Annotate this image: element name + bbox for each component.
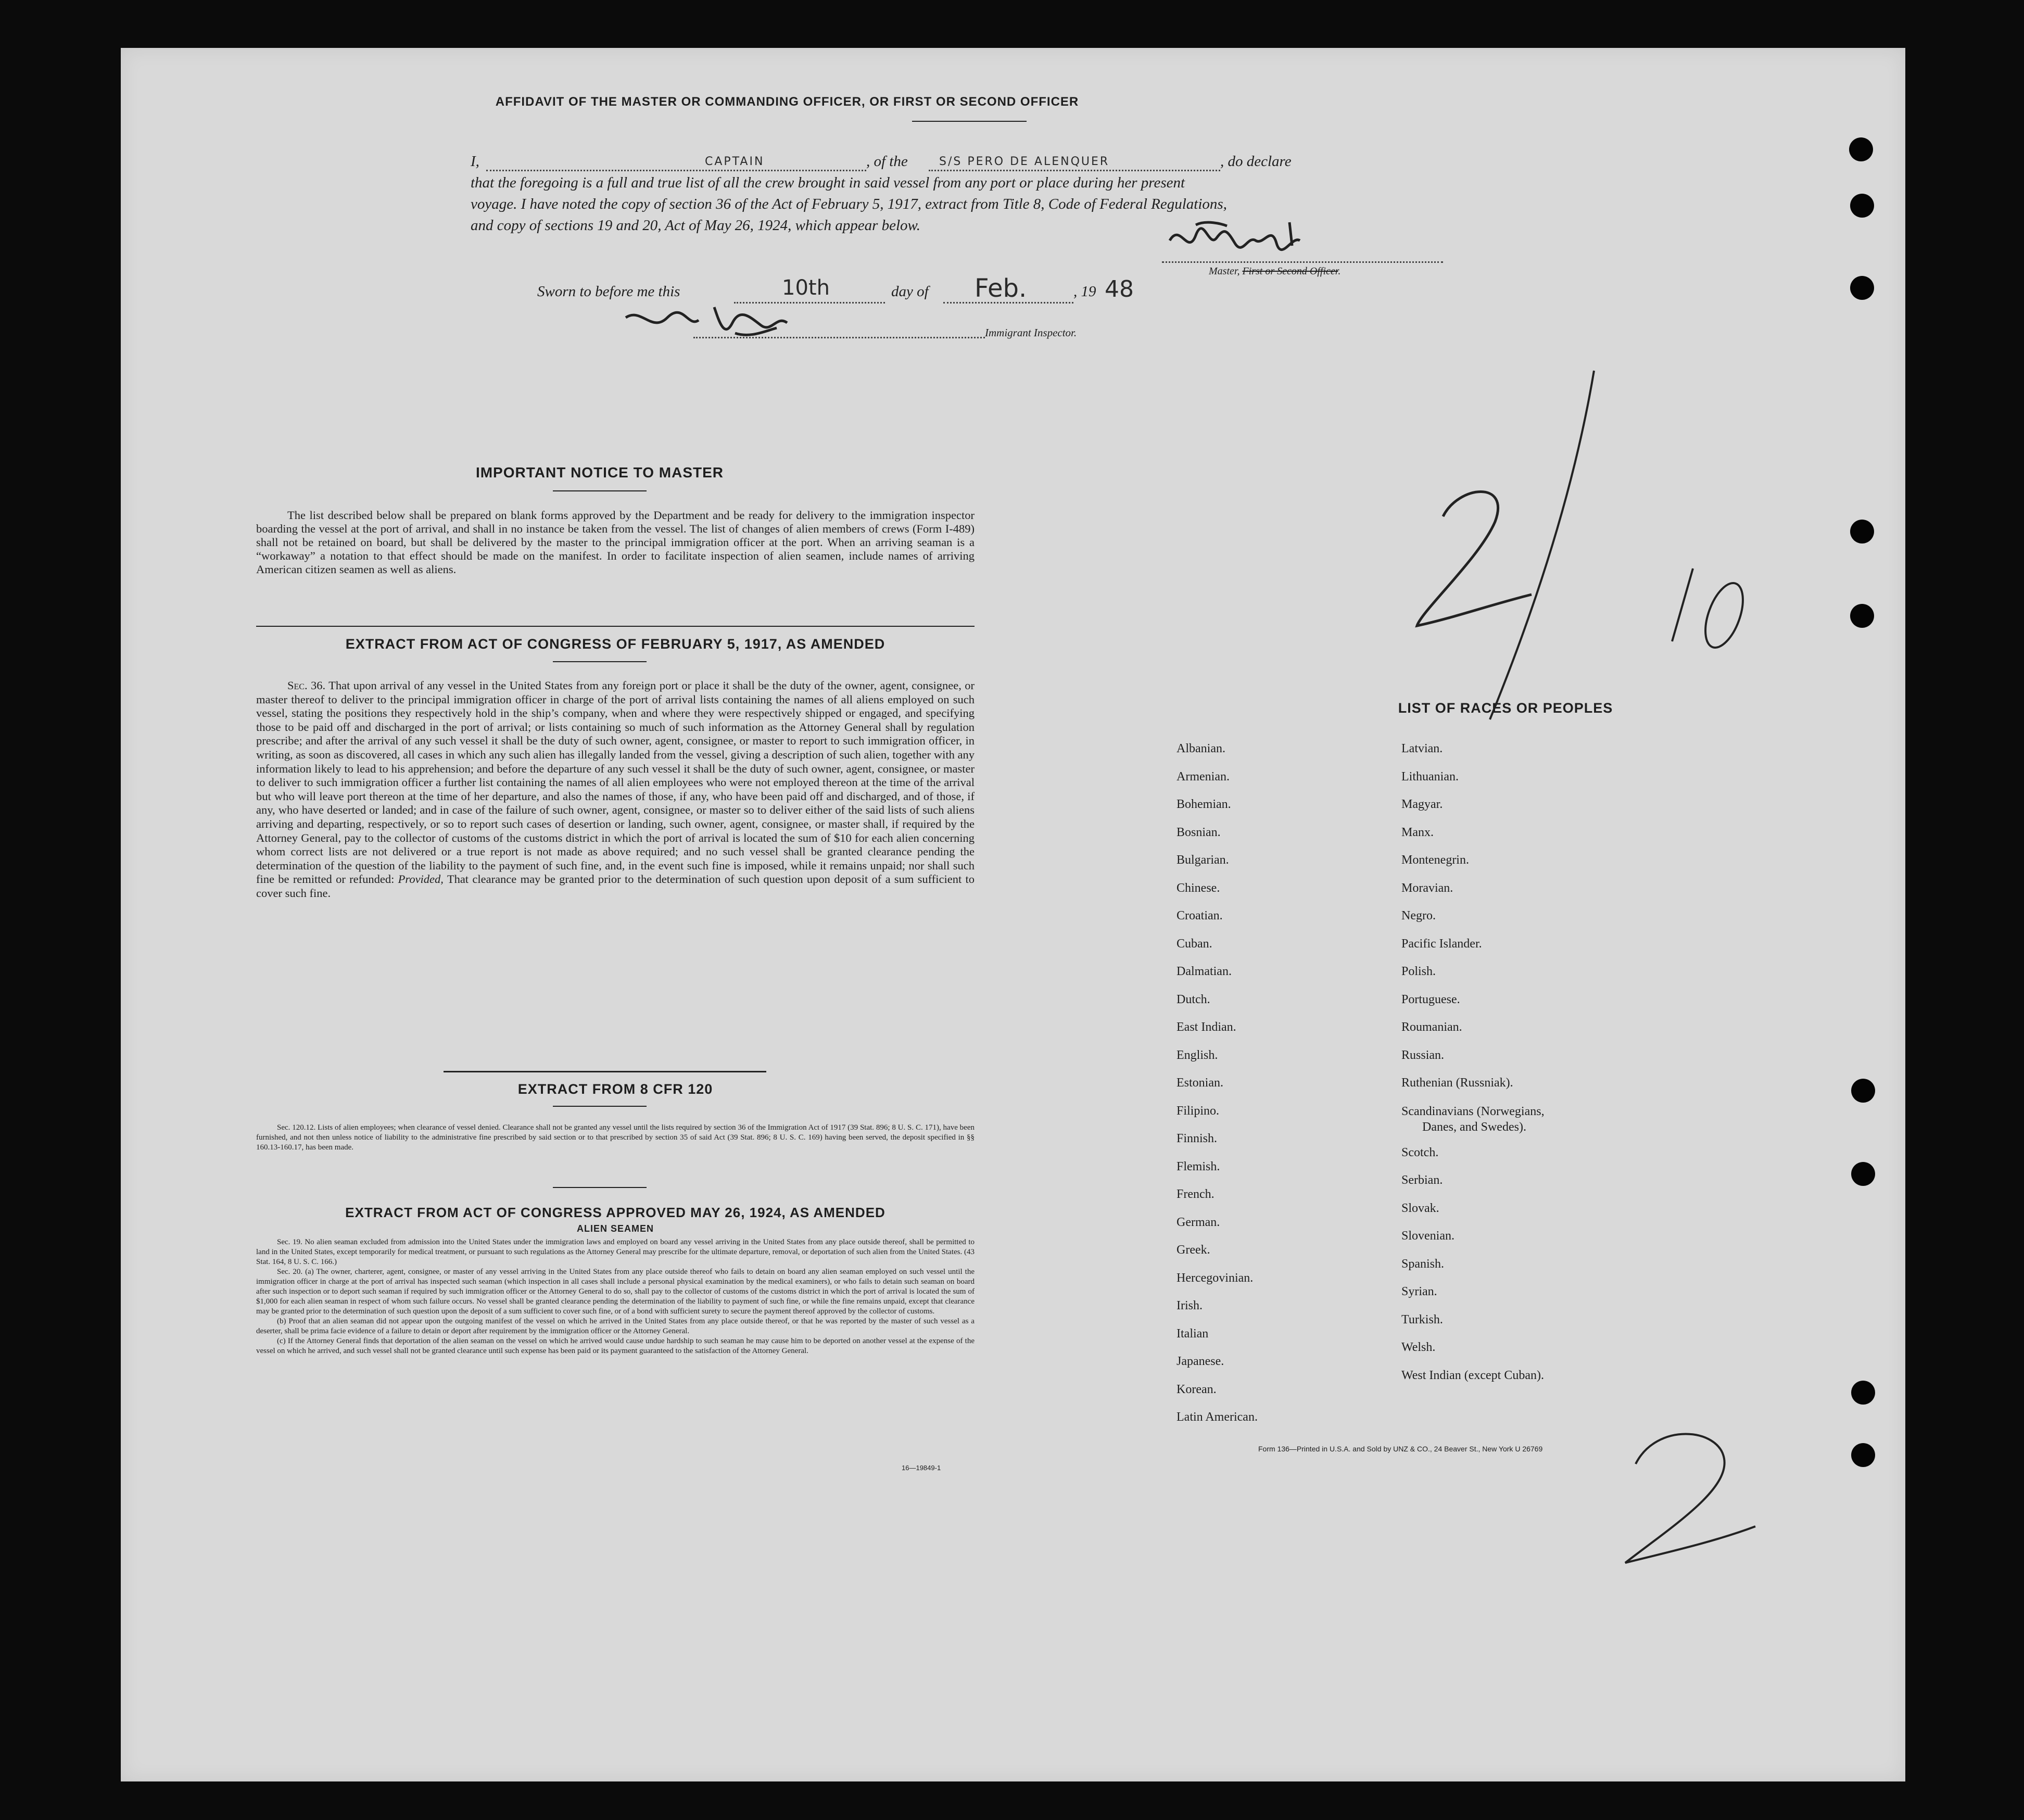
- race-item: Russian.: [1401, 1048, 1445, 1062]
- race-item: Pacific Islander.: [1401, 937, 1482, 951]
- name-handwritten: CAPTAIN: [705, 155, 765, 168]
- sec-20c-paragraph: (c) If the Attorney General finds that deportation of the alien seaman on the vessel on which he arrived would cause undue hardship to such seaman he may cause him to be deported on another vessel at the expense of the vessel on which he arrived, and such vessel shall not be granted clearance until such expense has been paid or its payment guaranteed to the satisfaction of the Attorney General.: [256, 1337, 975, 1355]
- declaration-line-3: voyage. I have noted the copy of section 36 of the Act of February 5, 1917, extract from Title 8, Code of Federal Regulations,: [471, 196, 1227, 212]
- notice-divider: [553, 490, 647, 491]
- races-column-1: [1177, 735, 1258, 1432]
- extract-1924-heading: EXTRACT FROM ACT OF CONGRESS APPROVED MAY 26, 1924, AS AMENDED: [345, 1205, 886, 1220]
- day-of-label: day of: [891, 283, 929, 300]
- master-label-a: Master,: [1209, 266, 1243, 277]
- handwritten-page-mark: [1599, 1401, 1766, 1578]
- form-footer: Form 136—Printed in U.S.A. and Sold by UNZ & CO., 24 Beaver St., New York U 26769: [1258, 1445, 1543, 1453]
- race-item: West Indian (except Cuban).: [1401, 1368, 1544, 1382]
- sec-19-paragraph: Sec. 19. No alien seaman excluded from admission into the United States under the immigration laws and employed on board any vessel arriving in the United States from any place outside thereof, shall be permitted to land in the United States, except temporarily for medical treatment, or pursuant to such regulations as the Attorney General may prescribe for the ultimate departure, removal, or deportation of such alien from the United States. (43 Stat. 164, 8 U. S. C. 166.): [256, 1238, 975, 1266]
- race-item: Bosnian.: [1177, 825, 1221, 839]
- affidavit-declaration: [471, 151, 1616, 236]
- race-item: Chinese.: [1177, 881, 1220, 895]
- scandinavians-line-2: Danes, and Swedes).: [1422, 1120, 1526, 1134]
- divider-cfr: [444, 1071, 766, 1072]
- handwritten-fraction: [1287, 360, 1828, 725]
- i-label: I,: [471, 153, 479, 170]
- race-item: Dutch.: [1177, 992, 1210, 1006]
- binder-hole: [1850, 276, 1874, 300]
- cfr-divider: [553, 1106, 647, 1107]
- declaration-line-2: that the foregoing is a full and true list of all the crew brought in said vessel from any port or place during her present: [471, 174, 1185, 191]
- declaration-line-4: and copy of sections 19 and 20, Act of May 26, 1924, which appear below.: [471, 217, 920, 234]
- binder-hole: [1849, 137, 1873, 161]
- document-page: [121, 48, 1905, 1781]
- extract-1917-heading: EXTRACT FROM ACT OF CONGRESS OF FEBRUARY 5, 1917, AS AMENDED: [345, 636, 886, 652]
- races-column-2: [1401, 735, 1545, 1389]
- race-item: Dalmatian.: [1177, 965, 1232, 978]
- provided-label: Provided,: [398, 873, 444, 886]
- sworn-year-handwritten: 48: [1105, 276, 1134, 302]
- race-item: Bulgarian.: [1177, 853, 1229, 867]
- of-the-label: , of the: [866, 153, 908, 170]
- race-item: Scotch.: [1401, 1145, 1439, 1159]
- race-item: French.: [1177, 1187, 1215, 1201]
- race-item: Irish.: [1177, 1299, 1203, 1312]
- master-label-b: First or Second Officer: [1242, 266, 1338, 277]
- inspector-label: Immigrant Inspector.: [985, 326, 1077, 339]
- race-item: Korean.: [1177, 1382, 1217, 1396]
- master-signature: [1165, 220, 1321, 267]
- sworn-month-handwritten: Feb.: [975, 274, 1027, 303]
- races-heading: LIST OF RACES OR PEOPLES: [1398, 700, 1613, 716]
- master-label: [1209, 266, 1340, 277]
- binder-hole: [1850, 520, 1874, 544]
- sworn-day-handwritten: 10th: [782, 276, 830, 300]
- race-item: Armenian.: [1177, 769, 1230, 783]
- race-item: Flemish.: [1177, 1159, 1220, 1173]
- race-item: East Indian.: [1177, 1020, 1236, 1034]
- cfr-body: Sec. 120.12. Lists of alien employees; when clearance of vessel denied. Clearance shall not be granted any vessel until the lists required by section 36 of the Immigration Act of 1917 (39 Stat. 896; 8 U. S. C. 171), have been furnished, and not then unless notice of liability to the administrative fine prescribed by said section or to that prescribed by section 35 of said Act (39 Stat. 896; 8 U. S. C. 169) having been served, the deposit specified in §§ 160.13-160.17, has been made.: [256, 1123, 975, 1152]
- binder-hole: [1850, 194, 1874, 218]
- race-item: Welsh.: [1401, 1341, 1436, 1354]
- sworn-label: Sworn to before me this: [537, 283, 680, 300]
- notice-heading: IMPORTANT NOTICE TO MASTER: [475, 464, 724, 481]
- extract-1917-text-b: That clearance may be granted prior to the determination of such question upon deposit of a sum sufficient to cover such fine.: [256, 873, 975, 900]
- race-item: Syrian.: [1401, 1285, 1437, 1298]
- divider-1917: [256, 626, 975, 627]
- sec-20a-paragraph: Sec. 20. (a) The owner, charterer, agent, consignee, or master of any vessel arriving in the United States from any place outside thereof who fails to detain on board any alien seaman employed on such vessel until the immigration officer in charge at the port of arrival has inspected such seaman (which inspection in all cases shall include a personal physical examination by the medical examiners), or who fails to detain such seaman on board after such inspection or to deport such seaman if required by such immigration officer or the Attorney General to do so, shall pay to the collector of customs of the customs district in which the port of arrival is located the sum of $1,000 for each alien seaman in respect of whom such failure occurs. No vessel shall be granted clearance pending the determination of the liability to payment of such fine, or while the fine remains unpaid, except that clearance may be granted prior to the determination of such question upon the deposit of a sum sufficient to cover such fine, or of a bond with sufficient surety to secure the payment thereof approved by the collector of customs.: [256, 1268, 975, 1316]
- extract-1917-body: [256, 679, 975, 901]
- print-code: 16—19849-1: [902, 1464, 941, 1472]
- extract-1917-divider: [553, 661, 647, 662]
- inspector-signature-line: [693, 337, 985, 338]
- race-item-scandinavians: [1401, 1097, 1545, 1139]
- title-divider: [912, 121, 1027, 122]
- declaration-line-1: [471, 151, 1616, 172]
- binder-hole: [1851, 1443, 1875, 1467]
- race-item: Ruthenian (Russniak).: [1401, 1076, 1513, 1090]
- binder-hole: [1851, 1079, 1875, 1103]
- race-item: Moravian.: [1401, 881, 1453, 895]
- race-item: Croatian.: [1177, 909, 1223, 922]
- race-item: Lithuanian.: [1401, 769, 1459, 783]
- race-item: German.: [1177, 1215, 1220, 1229]
- extract-1917-text-a: That upon arrival of any vessel in the United States from any foreign port or place it shall be the duty of the owner, agent, consignee, or master thereof to deliver to the principal immigration officer in charge of the port of arrival lists containing the names of all aliens employed on such vessel, stating the positions they respectively hold in the ship’s company, when and where they were respectively shipped or engaged, and specifying those to be paid off and discharged in the port of arrival; or lists containing so much of such information as the Attorney General shall by regulation prescribe; and after the arrival of any such vessel it shall be the duty of such owner, agent, consignee, or master to report to such immigration officer, in writing, as soon as discovered, all cases in which any such alien has illegally landed from the vessel, giving a description of such alien, together with any information likely to lead to his apprehension; and before the departure of any such vessel it shall be the duty of such owner, agent, consignee, or master to deliver to such immigration officer a further list containing the names of all alien employees who were not employed thereon at the time of the arrival but who will leave port thereon at the time of her departure, and also the names of those, if any, who have been paid off and discharged, and of those, if any, who have deserted or landed; and in case of the failure of such owner, agent, consignee, or master so to deliver either of the said lists of such aliens arriving and departing, respectively, or so to report such cases of desertion or landing, such owner, agent, consignee, or master shall, if required by the Attorney General, pay to the collector of customs of the customs district in which the port of arrival is located the sum of $10 for each alien concerning whom correct lists are not delivered or a true report is not made as above required; and no such vessel shall be granted clearance pending the determination of the question of the liability to the payment of such fine, and, in the event such fine is imposed, while it remains unpaid; nor shall such fine be remitted or refunded:: [256, 679, 975, 886]
- race-item: Greek.: [1177, 1243, 1210, 1257]
- sec-36-label: Sec. 36.: [287, 679, 326, 692]
- race-item: Slovenian.: [1401, 1229, 1454, 1243]
- notice-body: The list described below shall be prepared on blank forms approved by the Department and be ready for delivery to the immigration inspector boarding the vessel at the port of arrival, and shall in no instance be taken from the vessel. The list of changes of alien members of crews (Form I-489) shall not be retained on board, but shall be delivered by the master to the principal immigration officer at the port. When an arriving seaman is a “workaway” a notation to that effect should be made on the manifest. In order to facilitate inspection of alien seamen, include names of arriving American citizen seamen as well as aliens.: [256, 509, 975, 576]
- divider-1924-top: [553, 1187, 647, 1188]
- race-item: Estonian.: [1177, 1076, 1223, 1090]
- cfr-heading: EXTRACT FROM 8 CFR 120: [517, 1081, 713, 1097]
- sec-20b-paragraph: (b) Proof that an alien seaman did not appear upon the outgoing manifest of the vessel on which he arrived in the United States from any place outside thereof, or that he was reported by the master of such vessel as a deserter, shall be prima facie evidence of a failure to detain or deport after requirement by the immigration officer or the Attorney General.: [256, 1317, 975, 1335]
- race-item: Roumanian.: [1401, 1020, 1462, 1034]
- race-item: Turkish.: [1401, 1312, 1443, 1326]
- alien-seamen-subheading: ALIEN SEAMEN: [576, 1223, 654, 1234]
- race-item: Manx.: [1401, 825, 1434, 839]
- master-signature-line: [1162, 261, 1443, 263]
- race-item: Latin American.: [1177, 1410, 1258, 1424]
- race-item: Serbian.: [1401, 1173, 1443, 1187]
- race-item: Hercegovinian.: [1177, 1271, 1254, 1285]
- do-declare-label: , do declare: [1220, 153, 1292, 170]
- race-item: Bohemian.: [1177, 798, 1231, 811]
- race-item: Cuban.: [1177, 937, 1212, 951]
- race-item: Italian: [1177, 1326, 1209, 1341]
- race-item: Portuguese.: [1401, 992, 1460, 1006]
- race-item: Japanese.: [1177, 1355, 1224, 1368]
- race-item: Montenegrin.: [1401, 853, 1469, 867]
- race-item: Negro.: [1401, 909, 1436, 922]
- race-item: English.: [1177, 1048, 1218, 1062]
- extract-1924-body: [256, 1237, 975, 1356]
- vessel-handwritten: S/S PERO DE ALENQUER: [939, 155, 1110, 168]
- race-item: Slovak.: [1401, 1201, 1439, 1215]
- race-item: Magyar.: [1401, 798, 1443, 811]
- name-blank: [486, 151, 866, 171]
- race-item: Finnish.: [1177, 1132, 1218, 1145]
- year-prefix: , 19: [1073, 283, 1096, 300]
- scandinavians-line-1: Scandinavians (Norwegians,: [1401, 1104, 1545, 1118]
- master-label-c: .: [1338, 266, 1341, 277]
- race-item: Polish.: [1401, 965, 1436, 978]
- binder-hole: [1851, 1381, 1875, 1405]
- race-item: Spanish.: [1401, 1257, 1445, 1271]
- race-item: Latvian.: [1401, 742, 1443, 755]
- binder-hole: [1851, 1162, 1875, 1186]
- race-item: Filipino.: [1177, 1104, 1220, 1118]
- affidavit-title: AFFIDAVIT OF THE MASTER OR COMMANDING OFFICER, OR FIRST OR SECOND OFFICER: [495, 95, 1079, 109]
- race-item: Albanian.: [1177, 742, 1225, 755]
- binder-hole: [1850, 604, 1874, 628]
